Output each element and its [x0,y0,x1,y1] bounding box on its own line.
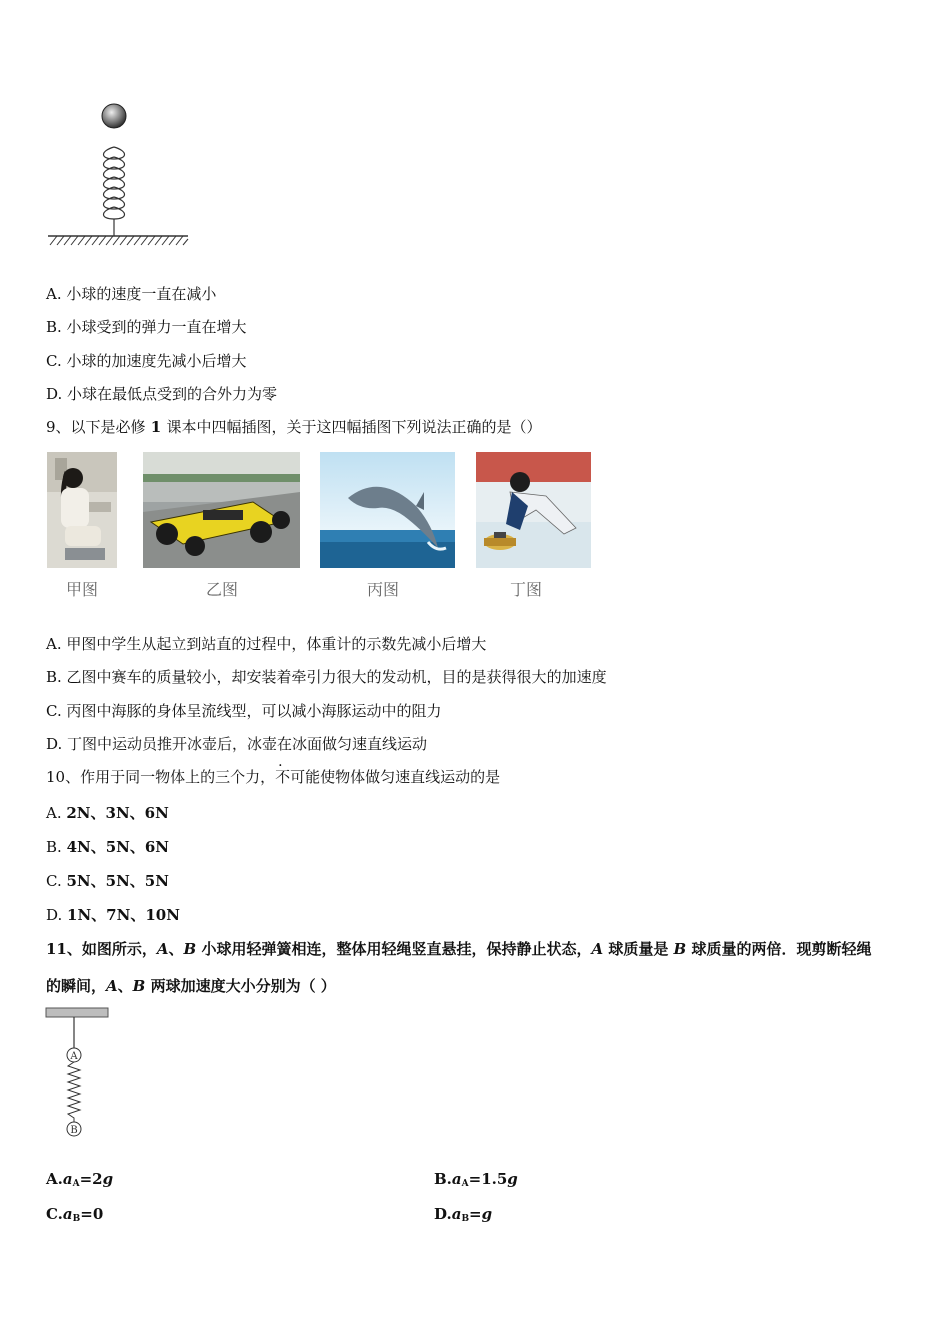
q11-option-a: $A.a_A=2g$ [46,1170,114,1189]
q9-option-d: D. 丁图中运动员推开冰壶后，冰壶在冰面做匀速直线运动 [46,735,428,753]
q9-option-b: B. 乙图中赛车的质量较小，却安装着牵引力很大的发动机，目的是获得很大的加速度 [46,668,607,686]
spring-ab [68,1062,80,1122]
q8-option-c: C. 小球的加速度先减小后增大 [46,352,247,370]
q11-option-d: $D.a_B=g$ [434,1205,493,1224]
q8-option-b: B. 小球受到的弹力一直在增大 [46,318,247,336]
q10-stem: 10、作用于同一物体上的三个力，不可能使物体做匀速直线运动的是 [46,768,501,786]
q11-stem-line1: 11、如图所示，A、B 小球用轻弹簧相连，整体用轻绳竖直悬挂，保持静止状态，A 球质量是 B 球质量的两倍．现剪断轻绳 [46,940,872,958]
q10-option-b: B. 4N、5N、6N [46,838,170,856]
q9-stem: 9、以下是必修 1 课本中四幅插图，关于这四幅插图下列说法正确的是（） [46,418,542,436]
q10-option-d: D. 1N、7N、10N [46,906,180,924]
photo-yi [143,452,300,568]
photo-jia [47,452,117,568]
ball [102,104,126,128]
label-b: B [70,1125,78,1136]
photo-bing [320,452,455,568]
spring-ball-figure [40,95,200,255]
q8-option-d: D. 小球在最低点受到的合外力为零 [46,385,278,403]
ceiling [46,1008,108,1017]
q11-option-b: $B.a_A=1.5g$ [434,1170,518,1189]
photo-ding [476,452,591,568]
label-a: A [70,1051,78,1062]
q10-option-a: A. 2N、3N、6N [46,804,169,822]
q9-option-c: C. 丙图中海豚的身体呈流线型，可以减小海豚运动中的阻力 [46,702,442,720]
spring [104,147,125,236]
caption-ding: 丁图 [510,580,543,599]
q9-option-a: A. 甲图中学生从起立到站直的过程中，体重计的示数先减小后增大 [46,635,487,653]
q11-option-c: $C.a_B=0$ [46,1205,104,1224]
hanging-spring-figure [40,1004,120,1144]
caption-jia: 甲图 [66,580,99,599]
q8-option-a: A. 小球的速度一直在减小 [46,285,217,303]
q10-option-c: C. 5N、5N、5N [46,872,169,890]
q11-stem-line2: 的瞬间，A、B 两球加速度大小分别为（ ） [46,977,336,995]
caption-yi: 乙图 [206,580,239,599]
caption-bing: 丙图 [367,580,400,599]
ground-hatch [50,236,188,245]
